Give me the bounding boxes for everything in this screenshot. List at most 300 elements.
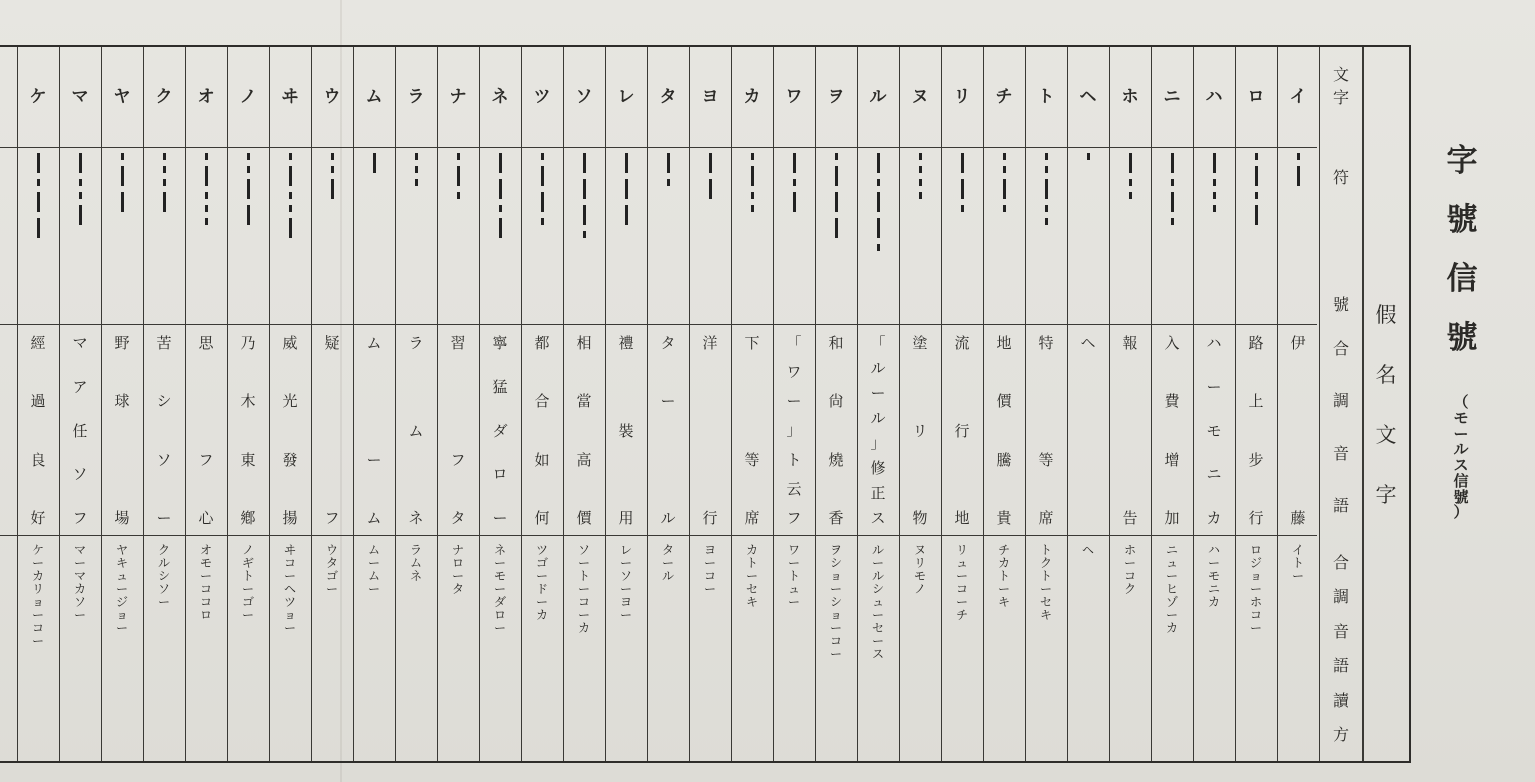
- mnemonic-word-cell: [773, 336, 815, 526]
- word-char: 疑: [324, 334, 340, 352]
- reading-char: ー: [1291, 569, 1304, 583]
- reading-char: ー: [703, 556, 716, 570]
- word-char: 良: [30, 450, 46, 469]
- word-char: 地: [996, 334, 1012, 352]
- morse-code-cell: [1277, 150, 1319, 320]
- reading-char: ヤ: [115, 543, 128, 557]
- morse-dash: [457, 166, 460, 186]
- reading-char: ー: [1249, 582, 1262, 596]
- word-char: 地: [954, 509, 970, 527]
- reading-char: ー: [955, 569, 968, 583]
- mnemonic-word-cell: [395, 336, 437, 526]
- reading-cell: [857, 544, 899, 661]
- word-char: ー: [156, 508, 172, 527]
- reading-char: チ: [997, 543, 1010, 557]
- morse-dot: [541, 218, 544, 225]
- word-char: 經: [30, 334, 46, 352]
- word-char: [1296, 394, 1301, 409]
- kana-cell: レ: [617, 87, 635, 107]
- reading-char: カ: [73, 582, 86, 596]
- mnemonic-word-cell: [1235, 336, 1277, 526]
- morse-dot: [289, 205, 292, 212]
- reading-char: ク: [1123, 582, 1136, 596]
- word-char: ト: [786, 450, 802, 469]
- subtitle-char: ）: [1453, 503, 1469, 522]
- word-char: 高: [576, 450, 592, 469]
- morse-dash: [583, 179, 586, 199]
- word-char: 鄕: [240, 508, 256, 527]
- morse-code-cell: [395, 150, 437, 320]
- reading-char: ギ: [241, 556, 254, 570]
- reading-char: モ: [1207, 569, 1220, 583]
- reading-cell: [1025, 544, 1067, 622]
- word-char: 行: [702, 508, 718, 527]
- reading-char: ー: [871, 556, 884, 570]
- reading-char: ー: [619, 582, 632, 596]
- kana-cell: ル: [869, 87, 887, 107]
- header-char: 音: [1332, 621, 1349, 641]
- mnemonic-word-cell: [143, 336, 185, 526]
- reading-cell: [437, 544, 479, 596]
- reading-char: ロ: [199, 608, 212, 622]
- morse-dash: [499, 153, 502, 173]
- word-char: 任: [72, 421, 88, 440]
- morse-dash: [877, 218, 880, 238]
- reading-char: ゴ: [241, 595, 254, 609]
- reading-char: ー: [367, 556, 380, 570]
- subtitle-char: モ: [1453, 408, 1469, 427]
- table-row-divider: [0, 535, 1317, 536]
- kana-cell: タ: [659, 87, 677, 107]
- morse-dash: [877, 153, 880, 173]
- reading-char: ー: [829, 621, 842, 635]
- table-row-divider: [0, 324, 1317, 325]
- title-char: 信: [1446, 261, 1478, 297]
- reading-char: ー: [31, 634, 44, 648]
- word-char: 洋: [702, 334, 718, 352]
- reading-char: ー: [535, 569, 548, 583]
- reading-char: ル: [871, 543, 884, 557]
- word-char: 修: [870, 459, 886, 477]
- mnemonic-word-cell: [437, 336, 479, 526]
- morse-dot: [1171, 218, 1174, 225]
- reading-char: ジ: [115, 595, 128, 609]
- word-char: 過: [30, 392, 46, 411]
- word-char: [708, 394, 713, 409]
- morse-code-cell: [185, 150, 227, 320]
- word-char: ダ: [492, 421, 508, 440]
- morse-dash: [289, 218, 292, 238]
- morse-dot: [1297, 153, 1300, 160]
- morse-dot: [289, 192, 292, 199]
- morse-dot: [163, 179, 166, 186]
- reading-char: シ: [157, 569, 170, 583]
- word-char: 騰: [996, 450, 1012, 469]
- morse-dash: [793, 153, 796, 173]
- word-char: 東: [240, 450, 256, 469]
- reading-char: ー: [871, 608, 884, 622]
- morse-dash: [37, 153, 40, 173]
- word-char: 伊: [1290, 334, 1306, 352]
- kana-cell: ヲ: [827, 87, 845, 107]
- reading-char: コ: [199, 595, 212, 609]
- morse-code-cell: [941, 150, 983, 320]
- word-char: フ: [786, 508, 802, 527]
- morse-dash: [793, 192, 796, 212]
- word-char: 費: [1164, 392, 1180, 411]
- morse-dash: [37, 192, 40, 212]
- reading-cell: [353, 544, 395, 596]
- morse-dash: [541, 192, 544, 212]
- reading-cell: [1109, 544, 1151, 596]
- reading-char: ョ: [31, 595, 44, 609]
- reading-cell: [1235, 544, 1277, 635]
- reading-char: ト: [577, 569, 590, 583]
- reading-cell: [479, 544, 521, 635]
- word-char: カ: [1206, 509, 1222, 527]
- reading-char: ー: [619, 608, 632, 622]
- kana-cell: リ: [953, 87, 971, 107]
- word-char: 入: [1164, 334, 1180, 352]
- word-char: 「: [870, 334, 886, 352]
- kana-cell: ハ: [1205, 87, 1223, 107]
- reading-char: ー: [73, 608, 86, 622]
- morse-dash: [835, 218, 838, 238]
- mnemonic-word-cell: [815, 336, 857, 526]
- kana-cell: ヰ: [281, 87, 299, 107]
- word-char: タ: [660, 334, 676, 352]
- reading-char: ド: [535, 582, 548, 596]
- reading-char: ー: [157, 595, 170, 609]
- reading-char: ヘ: [1081, 543, 1094, 557]
- reading-char: ム: [367, 543, 380, 557]
- reading-char: マ: [73, 543, 86, 557]
- reading-char: ト: [1039, 569, 1052, 583]
- morse-dash: [1129, 153, 1132, 173]
- morse-dot: [457, 192, 460, 199]
- morse-dot: [919, 179, 922, 186]
- header-char: 音: [1332, 443, 1349, 463]
- reading-char: ー: [115, 582, 128, 596]
- word-char: 球: [114, 392, 130, 411]
- reading-cell: [59, 544, 101, 622]
- reading-char: レ: [619, 543, 632, 557]
- word-char: ル: [870, 409, 886, 427]
- reading-char: ツ: [535, 543, 548, 557]
- word-char: ム: [366, 508, 382, 527]
- reading-char: ル: [661, 569, 674, 583]
- word-char: [708, 453, 713, 468]
- morse-code-cell: [479, 150, 521, 320]
- morse-dot: [1045, 166, 1048, 173]
- reading-char: ー: [493, 582, 506, 596]
- reading-cell: [647, 544, 689, 583]
- morse-dot: [79, 192, 82, 199]
- reading-char: ト: [745, 556, 758, 570]
- word-char: 」: [870, 434, 886, 452]
- morse-dot: [1129, 192, 1132, 199]
- morse-dash: [247, 205, 250, 225]
- reading-char: ー: [367, 582, 380, 596]
- word-char: 增: [1164, 450, 1180, 469]
- reading-char: ー: [661, 556, 674, 570]
- reading-cell: [773, 544, 815, 609]
- reading-char: ー: [745, 569, 758, 583]
- word-char: 云: [786, 479, 802, 498]
- morse-dot: [793, 179, 796, 186]
- mnemonic-word-cell: [227, 336, 269, 526]
- morse-dot: [1003, 166, 1006, 173]
- word-char: 席: [744, 508, 760, 527]
- word-char: ス: [870, 509, 886, 527]
- word-char: 寧: [492, 334, 508, 352]
- side-header: [1363, 47, 1409, 761]
- reading-char: シ: [829, 595, 842, 609]
- mnemonic-word-cell: [899, 336, 941, 526]
- reading-char: ー: [31, 556, 44, 570]
- morse-code-cell: [269, 150, 311, 320]
- morse-dash: [541, 166, 544, 186]
- word-char: ワ: [786, 363, 802, 382]
- reading-char: ー: [1207, 556, 1220, 570]
- header-char: 語: [1332, 656, 1349, 676]
- mnemonic-word-cell: [269, 336, 311, 526]
- word-char: 合: [534, 392, 550, 411]
- reading-char: ー: [241, 582, 254, 596]
- morse-dot: [205, 205, 208, 212]
- mnemonic-word-cell: [185, 336, 227, 526]
- reading-char: ソ: [577, 543, 590, 557]
- morse-dot: [919, 166, 922, 173]
- word-char: 尙: [828, 392, 844, 411]
- morse-dash: [625, 205, 628, 225]
- kana-cell: ロ: [1247, 87, 1265, 107]
- word-char: 野: [114, 334, 130, 352]
- word-char: [372, 394, 377, 409]
- morse-code-cell: [1151, 150, 1193, 320]
- word-char: 光: [282, 392, 298, 411]
- reading-cell: [899, 544, 941, 596]
- morse-dash: [121, 166, 124, 186]
- morse-dot: [415, 153, 418, 160]
- word-char: 發: [282, 450, 298, 469]
- word-char: シ: [156, 392, 172, 411]
- reading-char: ゴ: [535, 556, 548, 570]
- morse-code-cell: [1067, 150, 1109, 320]
- morse-dash: [667, 153, 670, 173]
- reading-char: ー: [493, 621, 506, 635]
- reading-char: ホ: [1123, 543, 1136, 557]
- reading-char: キ: [997, 595, 1010, 609]
- reading-char: キ: [115, 556, 128, 570]
- morse-dot: [751, 153, 754, 160]
- morse-dash: [961, 179, 964, 199]
- reading-char: カ: [745, 543, 758, 557]
- reading-cell: [1277, 544, 1319, 583]
- reading-char: ネ: [493, 543, 506, 557]
- morse-dash: [499, 218, 502, 238]
- reading-char: キ: [745, 595, 758, 609]
- morse-dash: [583, 205, 586, 225]
- reading-char: ュ: [1165, 556, 1178, 570]
- reading-char: ー: [577, 582, 590, 596]
- reading-char: ュ: [787, 582, 800, 596]
- morse-code-cell: [815, 150, 857, 320]
- reading-char: ネ: [409, 569, 422, 583]
- kana-cell: ヘ: [1079, 87, 1097, 107]
- title-char: 號: [1446, 202, 1478, 238]
- reading-char: ホ: [1249, 595, 1262, 609]
- reading-char: ー: [31, 608, 44, 622]
- word-char: [330, 394, 335, 409]
- morse-dash: [877, 192, 880, 212]
- morse-dot: [289, 153, 292, 160]
- morse-code-cell: [605, 150, 647, 320]
- morse-dash: [373, 153, 376, 173]
- mnemonic-word-cell: [941, 336, 983, 526]
- reading-char: ー: [1249, 621, 1262, 635]
- morse-code-cell: [1235, 150, 1277, 320]
- header-char: 調: [1332, 587, 1349, 607]
- word-char: 「: [786, 334, 802, 352]
- reading-char: オ: [199, 543, 212, 557]
- word-char: 當: [576, 392, 592, 411]
- mnemonic-word-cell: [605, 336, 647, 526]
- word-char: ー: [660, 392, 676, 411]
- reading-cell: [941, 544, 983, 622]
- word-char: 燒: [828, 450, 844, 469]
- reading-char: ラ: [409, 543, 422, 557]
- morse-dot: [331, 153, 334, 160]
- word-char: ー: [1206, 377, 1222, 396]
- reading-char: ョ: [829, 608, 842, 622]
- morse-dash: [1045, 179, 1048, 199]
- word-char: 何: [534, 508, 550, 527]
- word-char: 裝: [618, 421, 634, 440]
- mnemonic-word-cell: [1067, 336, 1109, 526]
- reading-char: カ: [31, 569, 44, 583]
- reading-char: ト: [997, 569, 1010, 583]
- reading-char: ー: [1123, 556, 1136, 570]
- word-char: 正: [870, 484, 886, 502]
- word-char: フ: [450, 450, 466, 469]
- word-char: ー: [870, 384, 886, 402]
- kana-cell: ラ: [407, 87, 425, 107]
- word-char: ム: [408, 421, 424, 440]
- reading-cell: [227, 544, 269, 622]
- reading-char: コ: [199, 582, 212, 596]
- word-char: ア: [72, 377, 88, 396]
- reading-char: ク: [157, 543, 170, 557]
- reading-char: セ: [745, 582, 758, 596]
- morse-dot: [1045, 153, 1048, 160]
- mnemonic-word-cell: [479, 336, 521, 526]
- word-char: ソ: [156, 450, 172, 469]
- morse-dot: [919, 192, 922, 199]
- word-char: ロ: [492, 465, 508, 484]
- mnemonic-word-cell: [647, 336, 689, 526]
- morse-dot: [37, 179, 40, 186]
- kana-cell: ム: [365, 87, 383, 107]
- header-kana-label: [1319, 62, 1363, 108]
- subtitle-char: ス: [1453, 456, 1469, 474]
- reading-char: ヒ: [1165, 582, 1178, 596]
- morse-dot: [1213, 179, 1216, 186]
- morse-code-cell: [1025, 150, 1067, 320]
- mnemonic-word-cell: [1109, 336, 1151, 526]
- reading-char: シ: [871, 582, 884, 596]
- word-char: ラ: [408, 334, 424, 352]
- kana-cell: ナ: [449, 87, 467, 107]
- word-char: 藤: [1290, 508, 1306, 527]
- reading-char: ー: [451, 569, 464, 583]
- kana-cell: ワ: [785, 87, 803, 107]
- reading-cell: [605, 544, 647, 622]
- morse-dot: [205, 153, 208, 160]
- reading-char: ト: [1291, 556, 1304, 570]
- reading-char: コ: [283, 556, 296, 570]
- morse-dash: [835, 166, 838, 186]
- morse-dot: [835, 153, 838, 160]
- reading-char: ー: [115, 621, 128, 635]
- morse-code-cell: [59, 150, 101, 320]
- word-char: 席: [1038, 508, 1054, 527]
- morse-code-cell: [731, 150, 773, 320]
- reading-char: ム: [409, 556, 422, 570]
- mnemonic-word-cell: [521, 336, 563, 526]
- page-subtitle: [1440, 395, 1482, 521]
- reading-char: ト: [1039, 543, 1052, 557]
- reading-char: ク: [1039, 556, 1052, 570]
- morse-dot: [205, 218, 208, 225]
- word-char: 步: [1248, 450, 1264, 469]
- morse-dash: [121, 192, 124, 212]
- morse-code-cell: [143, 150, 185, 320]
- word-char: 下: [744, 334, 760, 352]
- reading-char: コ: [1249, 608, 1262, 622]
- morse-code-cell: [899, 150, 941, 320]
- morse-dot: [877, 179, 880, 186]
- word-char: 苦: [156, 334, 172, 352]
- kana-cell: ヨ: [701, 87, 719, 107]
- reading-char: ー: [241, 608, 254, 622]
- reading-char: ー: [493, 556, 506, 570]
- kana-cell: ヤ: [113, 87, 131, 107]
- morse-dot: [1255, 192, 1258, 199]
- reading-char: ヲ: [829, 543, 842, 557]
- reading-char: ノ: [241, 543, 254, 557]
- morse-dot: [919, 153, 922, 160]
- kana-cell: ホ: [1121, 87, 1139, 107]
- word-char: 場: [114, 508, 130, 527]
- reading-char: ー: [577, 556, 590, 570]
- reading-char: イ: [1291, 543, 1304, 557]
- mnemonic-word-cell: [1151, 336, 1193, 526]
- subtitle-char: 號: [1453, 487, 1469, 506]
- word-char: フ: [72, 509, 88, 527]
- reading-char: ヨ: [703, 543, 716, 557]
- reading-char: ー: [199, 569, 212, 583]
- morse-code-cell: [1109, 150, 1151, 320]
- morse-dot: [163, 166, 166, 173]
- reading-char: カ: [1207, 595, 1220, 609]
- header-char: 合: [1332, 339, 1349, 358]
- reading-char: ー: [997, 582, 1010, 596]
- morse-dash: [1213, 153, 1216, 173]
- morse-dot: [1087, 153, 1090, 160]
- reading-cell: [395, 544, 437, 583]
- kana-cell: イ: [1289, 87, 1307, 107]
